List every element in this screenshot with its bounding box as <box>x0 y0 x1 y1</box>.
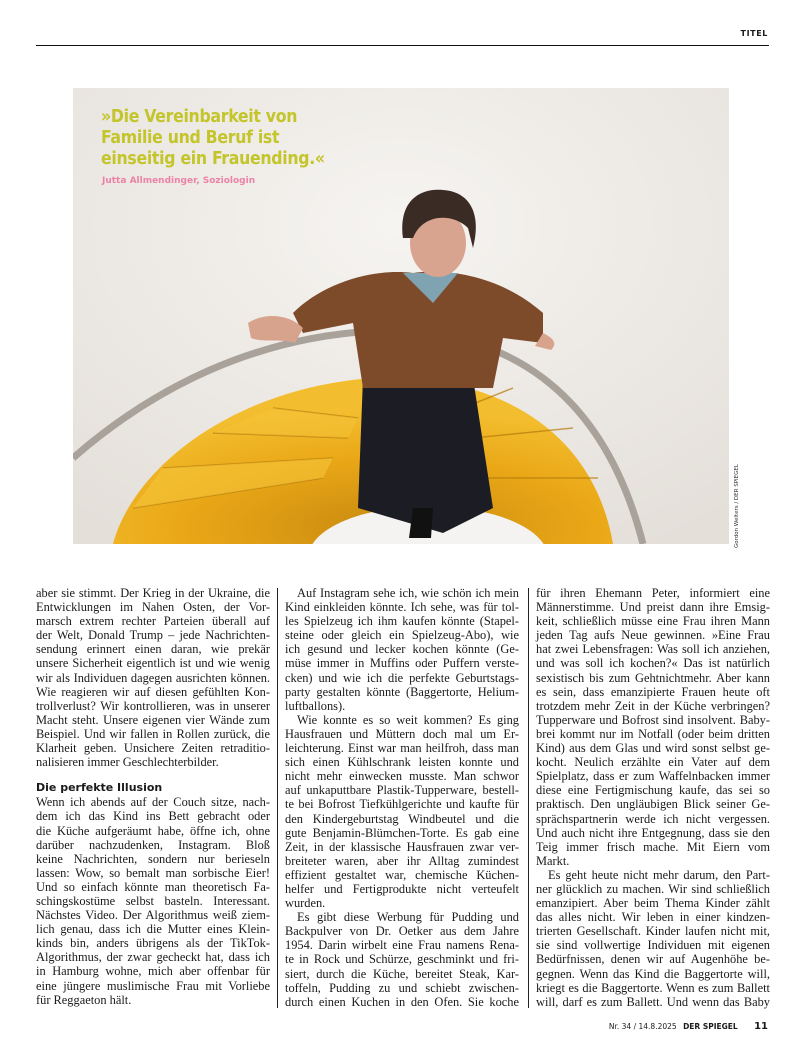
text-line: das alles nicht. Wir leben in einer kindzen- <box>536 910 770 925</box>
text-line: Zeit, in der klassische Hausfrauen zwar ver- <box>285 839 519 854</box>
text-line: Algorithmus, der zwar gecheckt hat, dass ich <box>36 950 270 965</box>
text-line: les Spielzeug ich ihm kaufen könnte (Stapel- <box>285 614 519 629</box>
text-line: steine oder gleich ein Spielzeug-Abo), wie <box>285 628 519 643</box>
text-line: sie sind vollwertige Individuen mit eigenen <box>536 938 770 953</box>
text-line: nalisieren immer Geschlechterbilder. <box>36 755 219 770</box>
text-line: kinds bin, anders übrigens als der TikTok- <box>36 936 270 951</box>
text-line: trotzdem mehr Zeit in der Küche verbringen? <box>536 698 770 713</box>
text-line: Auf Instagram sehe ich, wie schön ich mein <box>297 586 519 600</box>
text-line: Macht steht. Unsere eigenen vier Wände zum <box>36 712 270 727</box>
text-line: kocht. Neulich erzählte ein Vater auf dem <box>536 755 770 770</box>
text-line: diese eine Fertigmischung kaufe, das sei so <box>536 783 770 798</box>
text-line: für ihren Ehemann Peter, informiert eine <box>536 586 770 600</box>
text-line: in Hamburg wohne, mich aber offenbar für <box>36 964 270 979</box>
text-line: ich gesund und lecker kochen könnte (Ge- <box>285 642 519 657</box>
text-line: Männerstimme. Und preist dann ihre Emsig- <box>536 600 770 615</box>
text-line: brei kommt nur im Notfall (oder beim dritten <box>536 726 770 741</box>
article-photo <box>73 88 729 544</box>
text-line: Entwicklungen im Nahen Osten, der Vor- <box>36 600 270 615</box>
text-line: praktisch. Den ungläubigen Blick seiner Ge- <box>536 797 770 812</box>
text-line: lich genau, dass ich die Mutter eines Klein- <box>36 922 270 937</box>
text-line: Es gibt diese Werbung für Pudding und <box>297 910 519 925</box>
article-column-1 <box>36 586 270 1007</box>
text-line: Wie konnte es so weit kommen? Es ging <box>297 712 519 727</box>
text-line: für Reggaeton hält. <box>36 992 132 1007</box>
text-line: es sein, dass emanzipierte Frauen heute oft <box>536 684 770 699</box>
text-line: ner glücklich zu machen. Wir sind schließlich <box>536 881 770 896</box>
article-column-2 <box>285 586 519 1009</box>
text-line: Backpulver von Dr. Oetker aus dem Jahre <box>285 924 519 939</box>
column-divider <box>277 588 278 1008</box>
text-line: auf unkaputtbare Plastik-Tupperware, bestell- <box>285 783 519 798</box>
text-line: Klarheit geben. Unsichere Zeiten retraditio- <box>36 741 270 756</box>
text-line: te bei Bofrost Tiefkühlgerichte und kaufte für <box>285 797 519 812</box>
text-line: unsere Sicherheit eigentlich ist und wie wenig <box>36 656 270 671</box>
text-line: gute Benjamin-Blümchen-Torte. Es gab eine <box>285 825 519 840</box>
text-line: müse immer in Muffins oder Puffern verste- <box>285 656 519 671</box>
text-line: sendung erinnert einen daran, wie prekär <box>36 642 270 657</box>
text-line: Wenn ich abends auf der Couch sitze, nach- <box>36 795 270 810</box>
photo-credit: Gordon Welters / DER SPIEGEL <box>734 464 740 548</box>
text-line: darüber nachzudenken, Instagram. Bloß <box>36 837 270 852</box>
text-line: lassen: Wow, so bemalt man sorbische Eier! <box>36 865 270 880</box>
text-line: eine jüngere muslimische Frau mit Vorliebe <box>36 978 270 993</box>
page-footer <box>609 1021 768 1032</box>
text-line: Nächstes Video. Der Algorithmus weiß ziem- <box>36 908 270 923</box>
pull-quote-line: »Die Vereinbarkeit von <box>101 107 298 127</box>
text-line: jeden Tag aufs Neue gewinnen. »Eine Frau <box>536 628 770 643</box>
pull-quote-line: einseitig ein Frauending.« <box>101 149 325 169</box>
text-line: siert, durch die Küche, bereitet Steak, Kar- <box>285 966 519 981</box>
section-heading: Die perfekte Illusion <box>36 781 163 795</box>
text-line: will, darf es zum Ballett. Und wenn das Baby <box>536 994 770 1009</box>
text-line: sexistisch bis zum Gehtnichtmehr. Aber kann <box>536 670 770 685</box>
text-line: 1954. Darin wirbelt eine Frau namens Rena- <box>285 938 519 953</box>
text-line: te in Rock und Schürze, geschminkt und fri- <box>285 952 519 967</box>
text-line: der Welt, Donald Trump – jede Nachrichten- <box>36 628 270 643</box>
issue-info: Nr. 34 / 14.8.2025 <box>608 1022 677 1031</box>
magazine-brand: DER SPIEGEL <box>683 1022 738 1031</box>
text-line: gegnen. Wenn das Kind die Baggertorte will, <box>536 966 770 981</box>
text-line: wir als Individuen dagegen ausrichten können. <box>36 670 270 685</box>
text-line: dem ich das Kind ins Bett gebracht oder <box>36 809 270 824</box>
text-line: toffeln, Pudding zu und schiebt zwischen- <box>285 980 519 995</box>
text-line: die Küche aufgeräumt habe, öffne ich, ohne <box>36 823 270 838</box>
column-divider <box>528 588 529 1008</box>
text-line: keine Nachrichten, sondern nur berieseln <box>36 851 270 866</box>
text-line: durch einen Kuchen in den Ofen. Sie koche <box>285 994 519 1009</box>
pull-quote-line: Familie und Beruf ist <box>101 128 280 148</box>
text-line: den Kindergeburtstag Windbeutel und die <box>285 811 519 826</box>
pull-quote <box>101 107 325 170</box>
text-line: effizient gestaltet war, chemische Küchen- <box>285 867 519 882</box>
text-line: keit, schließlich müsse eine Frau ihren Mann <box>536 614 770 629</box>
text-line: sprächspartnerin werde ich nicht vergessen. <box>536 811 770 826</box>
text-line: Kind einkleiden könnte. Ich sehe, was für tol- <box>285 600 519 615</box>
text-line: marsch extrem rechter Parteien überall auf <box>36 614 270 629</box>
text-line: Hausfrauen und Müttern doch mal um Er- <box>285 726 519 741</box>
text-line: helfer und Fertigprodukte nicht verteufelt <box>285 881 519 896</box>
text-line: cken) und wie ich die perfekte Geburtstags- <box>285 670 519 685</box>
text-line: wurden. <box>285 896 326 911</box>
article-column-3 <box>536 586 770 1009</box>
text-line: sich einen Kühlschrank leisten konnte und <box>285 755 519 770</box>
text-line: emanzipiert. Aber beim Thema Kinder zählt <box>536 896 770 911</box>
text-line: Tupperware und Bofrost sind insolvent. Baby- <box>536 712 770 727</box>
text-line: Und auch nicht ihre Entgegnung, dass sie den <box>536 825 770 840</box>
quote-attribution: Jutta Allmendinger, Soziologin <box>102 176 256 186</box>
text-line: leichterung. Einst war man heilfroh, dass man <box>285 741 519 756</box>
text-line: Und so einfach könnte man theoretisch Fa- <box>36 879 270 894</box>
text-line: kriegt es die Baggertorte. Wenn es zum Ballett <box>536 980 770 995</box>
text-line: aber sie stimmt. Der Krieg in der Ukraine, die <box>36 586 270 600</box>
text-line: und was soll ich kochen?« Das ist natürlich <box>536 656 770 671</box>
text-line: Bedürfnissen, denen wir auf Augenhöhe be- <box>536 952 770 967</box>
page-number: 11 <box>754 1021 768 1032</box>
text-line: party gestalten könnte (Baggertorte, Helium- <box>285 684 519 699</box>
section-label: TITEL <box>740 29 768 38</box>
text-line: Beispiel. Und wir fallen in Rollen zurück, die <box>36 726 270 741</box>
text-line: trierten Gesellschaft. Kinder laufen nicht mit, <box>536 924 770 939</box>
text-line: breiteter waren, aber ihr Alltag zumindest <box>285 853 519 868</box>
text-line: Spielplatz, dass er zum Waffelnbacken immer <box>536 769 770 784</box>
text-line: nicht mehr einwecken musste. Man schwor <box>285 769 519 784</box>
text-line: Wie reagieren wir auf diesen gefühlten Kon- <box>36 684 270 699</box>
header-rule <box>36 45 769 46</box>
text-line: luftballons). <box>285 698 346 713</box>
text-line: Markt. <box>536 853 570 868</box>
text-line: Kind) aus dem Glas und wird sonst selbst ge- <box>536 741 770 756</box>
text-line: Es geht heute nicht mehr darum, den Part- <box>548 867 770 882</box>
text-line: schingskostüme selbst basteln. Interessant. <box>36 893 270 908</box>
text-line: Teig immer frisch mache. Mit Eiern vom <box>536 839 770 854</box>
text-line: hat zwei Lebensfragen: Was soll ich anziehen, <box>536 642 770 657</box>
text-line: trollverlust? Wir kontrollieren, was in unserer <box>36 698 270 713</box>
